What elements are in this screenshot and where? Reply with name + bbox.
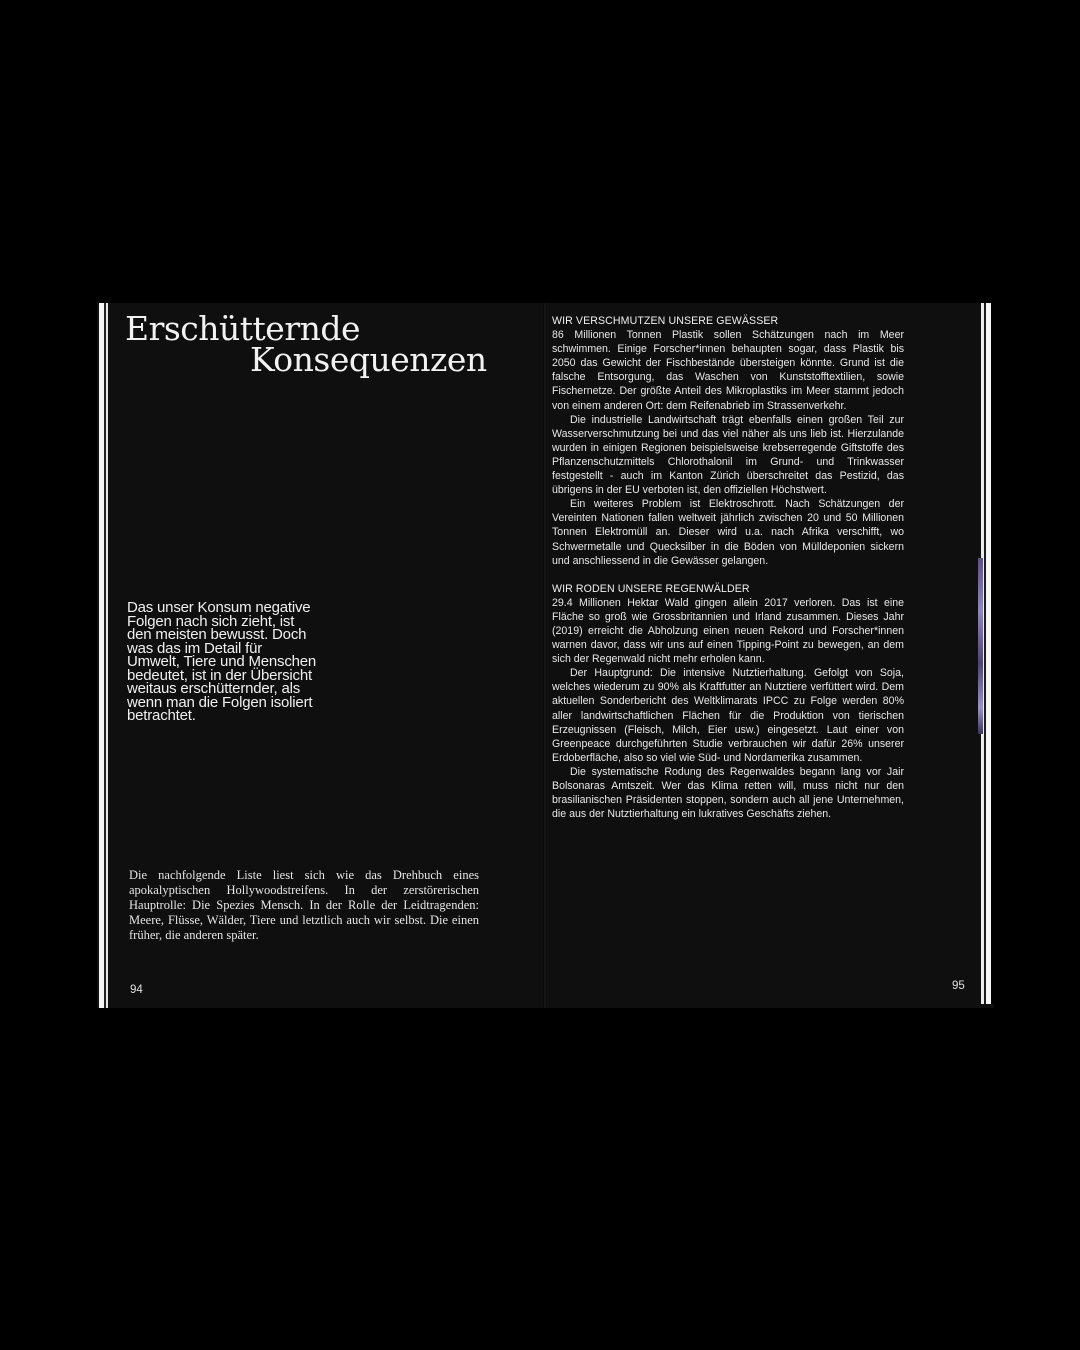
- paragraph: Ein weiteres Problem ist Elektroschrott. Nach Schätzungen der Vereinten Nationen fallen weltweit jährlich zwischen 20 und 50 Millionen Tonnen Elektromüll an. Dieser wird u.a. nach Afrika verschifft, wo Schwermetalle und Quecksilber in die Böden von Mülldeponien sickern und anschliessend in die Gewässer gelangen.: [552, 498, 904, 567]
- paragraph: Die industrielle Landwirtschaft trägt ebenfalls einen großen Teil zur Wasserverschmutzung bei und das viel näher als uns lieb ist. Hierzulande wurden in einigen Regionen beispielsweise krebserregende Giftstoffe des Pflanzenschutzmittels Chlorothalonil im Grund- und Trinkwasser festgestellt - auch im Kanton Zürich überschreitet das Pestizid, das übrigens in der EU verboten ist, den offiziellen Höchstwert.: [552, 413, 904, 497]
- intro-paragraph: Die nachfolgende Liste liest sich wie das Drehbuch eines apokalyptischen Hollywoodstreifens. In der zerstörerischen Hauptrolle: Die Spezies Mensch. In der Rolle der Leidtragenden: Meere, Flüsse, Wälder, Tiere und letztlich auch wir selbst. Die einen früher, die anderen später.: [129, 868, 479, 942]
- paragraph: 86 Millionen Tonnen Plastik sollen Schätzungen nach im Meer schwimmen. Einige Forscher*innen behaupten sogar, dass Plastik bis 2050 das Gewicht der Fischbestände übersteigen könnte. Grund ist die falsche Entsorgung, das Waschen von Kunststofftextilien, sowie Fischernetze. Der größte Anteil des Mikroplastiks im Meer stammt jedoch von einem anderen Ort: dem Reifenabrieb im Strassenverkehr.: [552, 329, 904, 412]
- title-line-2: Konsequenzen: [250, 340, 487, 379]
- book-gutter: [543, 303, 547, 1008]
- page-title: [125, 309, 487, 379]
- paragraph: Der Hauptgrund: Die intensive Nutztierhaltung. Gefolgt von Soja, welches wiederum zu 90% als Kraftfutter an Nutztiere verfüttert wird. Dem aktuellen Sonderbericht des Weltklimarats IPCC zu Folge werden 80% aller landwirtschaftlichen Flächen für die Produktion von tierischen Erzeugnissen (Fleisch, Milch, Eier usw.) eingesetzt. Laut einer von Greenpeace durchgeführten Studie verbrauchen wir dafür 26% unserer Erdoberfläche, also so viel wie Süd- und Nordamerika zusammen.: [552, 667, 904, 764]
- body-column: [552, 314, 904, 821]
- section-heading-water: WIR VERSCHMUTZEN UNSERE GEWÄSSER: [552, 315, 779, 327]
- inserted-page-sliver: [978, 558, 983, 734]
- paragraph: Die systematische Rodung des Regenwaldes begann lang vor Jair Bolsonaras Amtszeit. Wer das Klima retten will, muss nicht nur den brasilianischen Präsidenten stoppen, sondern auch all jene Unternehmen, die aus der Nutztierhaltung ein lukratives Geschäfts ziehen.: [552, 765, 904, 821]
- title-line-1: Erschütternde: [125, 309, 361, 348]
- paragraph: 29.4 Millionen Hektar Wald gingen allein 2017 verloren. Das ist eine Fläche so groß wie Grossbritannien und Irland zusammen. Dieses Jahr (2019) erreicht die Abholzung einen neuen Rekord und Forscher*innen warnen davor, dass wir uns auf einen Tipping-Point zu bewegen, an dem sich der Regenwald nicht mehr erholen kann.: [552, 596, 904, 666]
- section-water: [552, 314, 904, 568]
- page-number-right: 95: [952, 980, 965, 992]
- section-rainforest: [552, 582, 904, 822]
- left-page-edges: [97, 303, 119, 1008]
- lead-paragraph: Das unser Konsum negative Folgen nach sich zieht, ist den meisten bewusst. Doch was das im Detail für Umwelt, Tiere und Menschen bedeutet, ist in der Übersicht weitaus erschütternder, als wenn man die Folgen isoliert betrachtet.: [127, 599, 317, 724]
- section-heading-rainforest: WIR RODEN UNSERE REGENWÄLDER: [552, 582, 750, 595]
- page-number-left: 94: [130, 984, 143, 996]
